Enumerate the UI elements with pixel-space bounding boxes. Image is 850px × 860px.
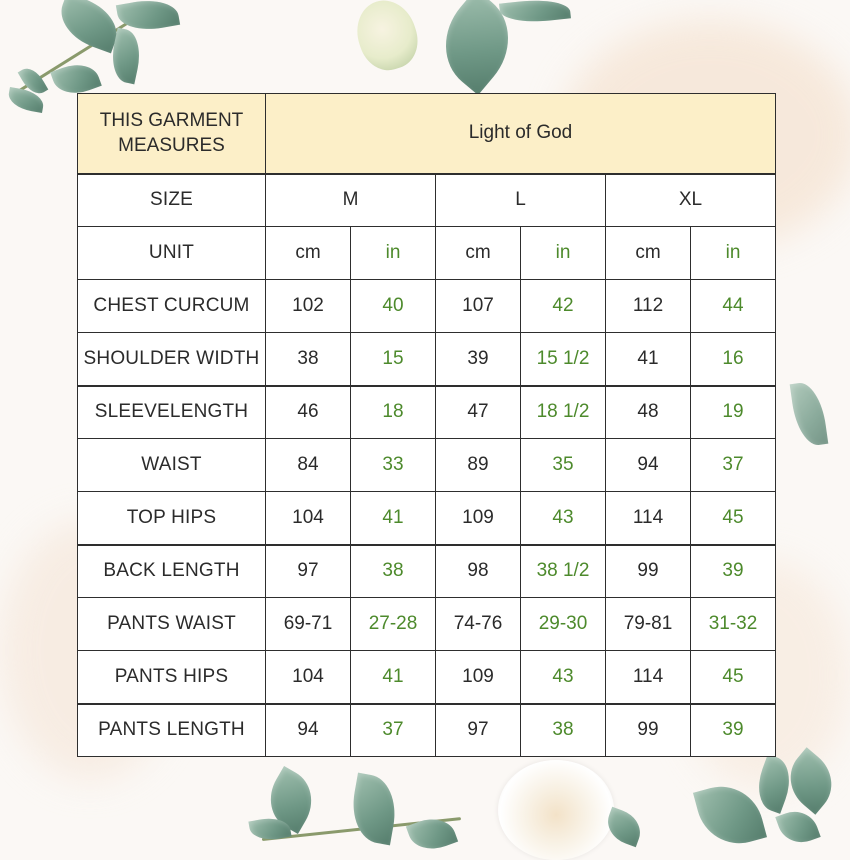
cm-value: 79-81 xyxy=(606,598,691,651)
cm-value: 99 xyxy=(606,704,691,757)
cm-value: 41 xyxy=(606,333,691,386)
inch-value: 15 1/2 xyxy=(521,333,606,386)
unit-cell: in xyxy=(691,227,776,280)
measurement-label: BACK LENGTH xyxy=(78,545,266,598)
inch-value: 33 xyxy=(351,439,436,492)
inch-value: 42 xyxy=(521,280,606,333)
size-row xyxy=(78,174,776,227)
cm-value: 84 xyxy=(266,439,351,492)
cm-value: 89 xyxy=(436,439,521,492)
inch-value: 37 xyxy=(691,439,776,492)
measurement-row xyxy=(78,333,776,386)
eucalyptus-leaf-icon xyxy=(347,773,402,846)
inch-value: 41 xyxy=(351,492,436,545)
inch-value: 44 xyxy=(691,280,776,333)
unit-row xyxy=(78,227,776,280)
measurement-label: CHEST CURCUM xyxy=(78,280,266,333)
cm-value: 102 xyxy=(266,280,351,333)
cm-value: 97 xyxy=(266,545,351,598)
measurement-row xyxy=(78,439,776,492)
measurement-row xyxy=(78,704,776,757)
measurement-label: PANTS LENGTH xyxy=(78,704,266,757)
cm-value: 112 xyxy=(606,280,691,333)
inch-value: 18 xyxy=(351,386,436,439)
inch-value: 41 xyxy=(351,651,436,704)
cm-value: 94 xyxy=(266,704,351,757)
inch-value: 16 xyxy=(691,333,776,386)
size-label: SIZE xyxy=(78,174,266,227)
measurement-row xyxy=(78,651,776,704)
inch-value: 38 xyxy=(521,704,606,757)
size-l: L xyxy=(436,174,606,227)
cm-value: 39 xyxy=(436,333,521,386)
cm-value: 69-71 xyxy=(266,598,351,651)
inch-value: 38 xyxy=(351,545,436,598)
cm-value: 114 xyxy=(606,651,691,704)
measurement-label: SHOULDER WIDTH xyxy=(78,333,266,386)
inch-value: 43 xyxy=(521,492,606,545)
measurement-row xyxy=(78,598,776,651)
inch-value: 18 1/2 xyxy=(521,386,606,439)
measurement-label: TOP HIPS xyxy=(78,492,266,545)
measurement-label: SLEEVELENGTH xyxy=(78,386,266,439)
cm-value: 48 xyxy=(606,386,691,439)
measurement-row xyxy=(78,386,776,439)
inch-value: 40 xyxy=(351,280,436,333)
eucalyptus-leaf-icon xyxy=(499,0,571,26)
eucalyptus-leaf-icon xyxy=(790,380,829,448)
cm-value: 47 xyxy=(436,386,521,439)
inch-value: 19 xyxy=(691,386,776,439)
measurement-label: WAIST xyxy=(78,439,266,492)
cm-value: 104 xyxy=(266,651,351,704)
inch-value: 27-28 xyxy=(351,598,436,651)
inch-value: 39 xyxy=(691,545,776,598)
cm-value: 109 xyxy=(436,492,521,545)
inch-value: 38 1/2 xyxy=(521,545,606,598)
garment-measures-text: THIS GARMENT MEASURES xyxy=(99,110,244,157)
measurement-label: PANTS WAIST xyxy=(78,598,266,651)
measurement-row xyxy=(78,545,776,598)
flower-bud-icon xyxy=(349,0,426,77)
cm-value: 114 xyxy=(606,492,691,545)
unit-cell: cm xyxy=(606,227,691,280)
inch-value: 35 xyxy=(521,439,606,492)
inch-value: 45 xyxy=(691,651,776,704)
cm-value: 94 xyxy=(606,439,691,492)
cm-value: 74-76 xyxy=(436,598,521,651)
cm-value: 46 xyxy=(266,386,351,439)
unit-cell: in xyxy=(521,227,606,280)
unit-cell: cm xyxy=(436,227,521,280)
cm-value: 99 xyxy=(606,545,691,598)
inch-value: 15 xyxy=(351,333,436,386)
inch-value: 43 xyxy=(521,651,606,704)
cm-value: 104 xyxy=(266,492,351,545)
cm-value: 98 xyxy=(436,545,521,598)
unit-label: UNIT xyxy=(78,227,266,280)
white-rose-icon xyxy=(498,760,614,860)
header-row xyxy=(78,94,776,174)
cm-value: 97 xyxy=(436,704,521,757)
measurement-row xyxy=(78,280,776,333)
unit-cell: in xyxy=(351,227,436,280)
cm-value: 107 xyxy=(436,280,521,333)
inch-value: 31-32 xyxy=(691,598,776,651)
cm-value: 109 xyxy=(436,651,521,704)
size-xl: XL xyxy=(606,174,776,227)
garment-measures-label xyxy=(78,94,266,174)
inch-value: 37 xyxy=(351,704,436,757)
size-m: M xyxy=(266,174,436,227)
inch-value: 39 xyxy=(691,704,776,757)
size-chart-table xyxy=(77,93,776,757)
measurement-row xyxy=(78,492,776,545)
measurement-label: PANTS HIPS xyxy=(78,651,266,704)
unit-cell: cm xyxy=(266,227,351,280)
brand-title: Light of God xyxy=(266,94,776,174)
inch-value: 45 xyxy=(691,492,776,545)
cm-value: 38 xyxy=(266,333,351,386)
inch-value: 29-30 xyxy=(521,598,606,651)
